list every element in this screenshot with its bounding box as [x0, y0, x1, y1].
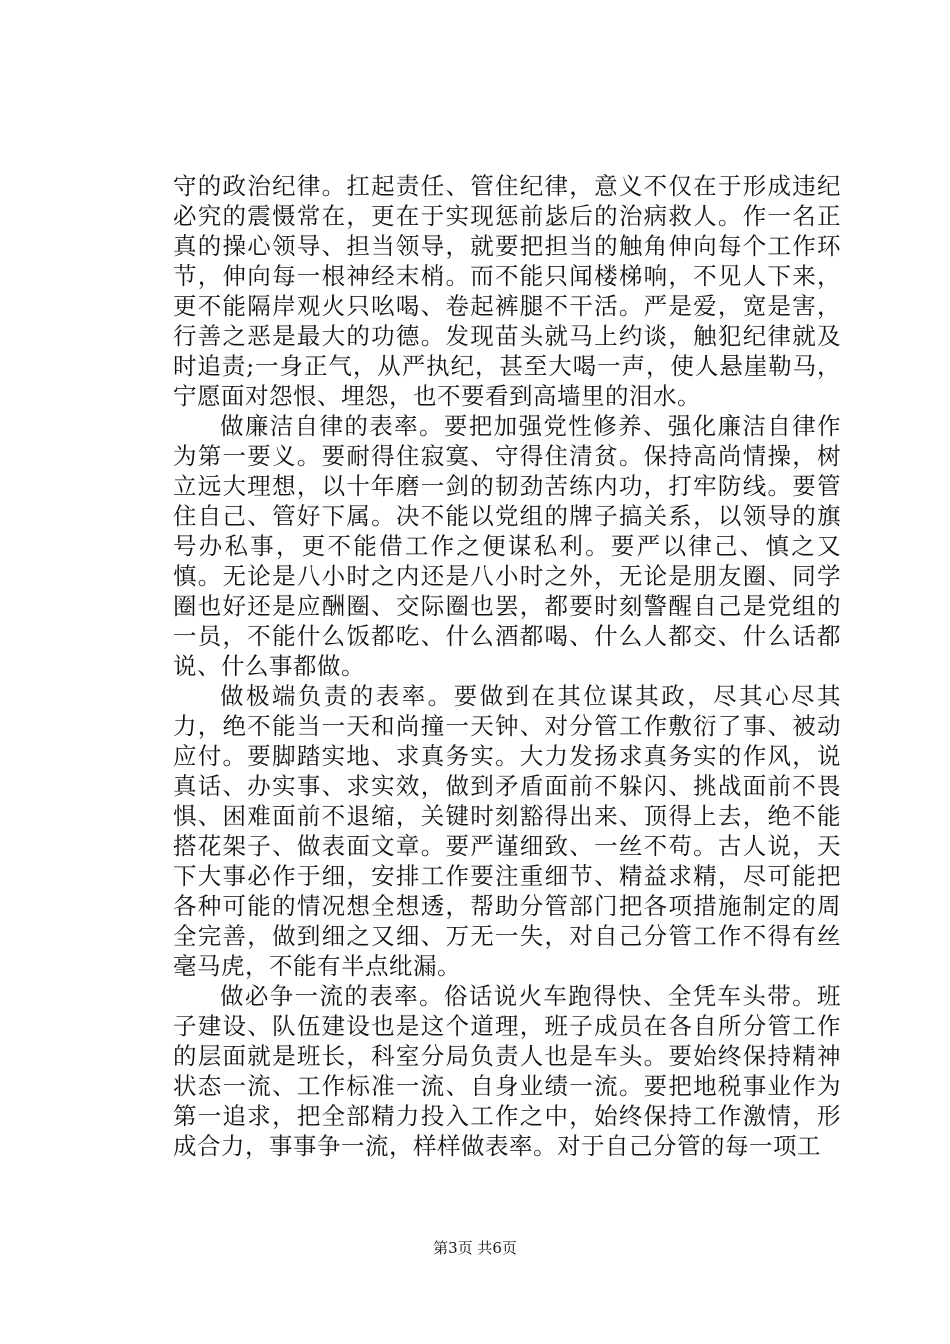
paragraph-3: 做极端负责的表率。要做到在其位谋其政，尽其心尽其力，绝不能当一天和尚撞一天钟、对分管工作敷衍了事、被动应付。要脚踏实地、求真务实。大力发扬求真务实的作风，说真话、办实事、求实效，做到矛盾面前不躲闪、挑战面前不畏惧、困难面前不退缩，关键时刻豁得出来、顶得上去，绝不能搭花架子、做表面文章。要严谨细致、一丝不苟。古人说，天下大事必作于细，安排工作要注重细节、精益求精，尽可能把各种可能的情况想全想透，帮助分管部门把各项措施制定的周全完善，做到细之又细、万无一失，对自己分管工作不得有丝毫马虎，不能有半点纰漏。: [173, 682, 841, 980]
paragraph-1: 守的政治纪律。扛起责任、管住纪律，意义不仅在于形成违纪必究的震慑常在，更在于实现惩前毖后的治病救人。作一名正真的操心领导、担当领导，就要把担当的触角伸向每个工作环节，伸向每一根神经末梢。而不能只闻楼梯响，不见人下来，更不能隔岸观火只吆喝、卷起裤腿不干活。严是爱，宽是害，行善之恶是最大的功德。发现苗头就马上约谈，触犯纪律就及时追责;一身正气，从严执纪，甚至大喝一声，使人悬崖勒马，宁愿面对怨恨、埋怨，也不要看到高墙里的泪水。: [173, 172, 841, 410]
page-footer: 第3页 共6页: [433, 1239, 517, 1257]
paragraph-2: 做廉洁自律的表率。要把加强党性修养、强化廉洁自律作为第一要义。要耐得住寂寞、守得住清贫。保持高尚情操，树立远大理想，以十年磨一剑的韧劲苦练内功，打牢防线。要管住自己、管好下属。决不能以党组的牌子搞关系，以领导的旗号办私事，更不能借工作之便谋私利。要严以律己、慎之又慎。无论是八小时之内还是八小时之外，无论是朋友圈、同学圈也好还是应酬圈、交际圈也罢，都要时刻警醒自己是党组的一员，不能什么饭都吃、什么酒都喝、什么人都交、什么话都说、什么事都做。: [173, 412, 841, 680]
paragraph-4: 做必争一流的表率。俗话说火车跑得快、全凭车头带。班子建设、队伍建设也是这个道理，班子成员在各自所分管工作的层面就是班长，科室分局负责人也是车头。要始终保持精神状态一流、工作标准一流、自身业绩一流。要把地税事业作为第一追求，把全部精力投入工作之中，始终保持工作激情，形成合力，事事争一流，样样做表率。对于自己分管的每一项工: [173, 982, 841, 1160]
document-body: [173, 171, 841, 1161]
